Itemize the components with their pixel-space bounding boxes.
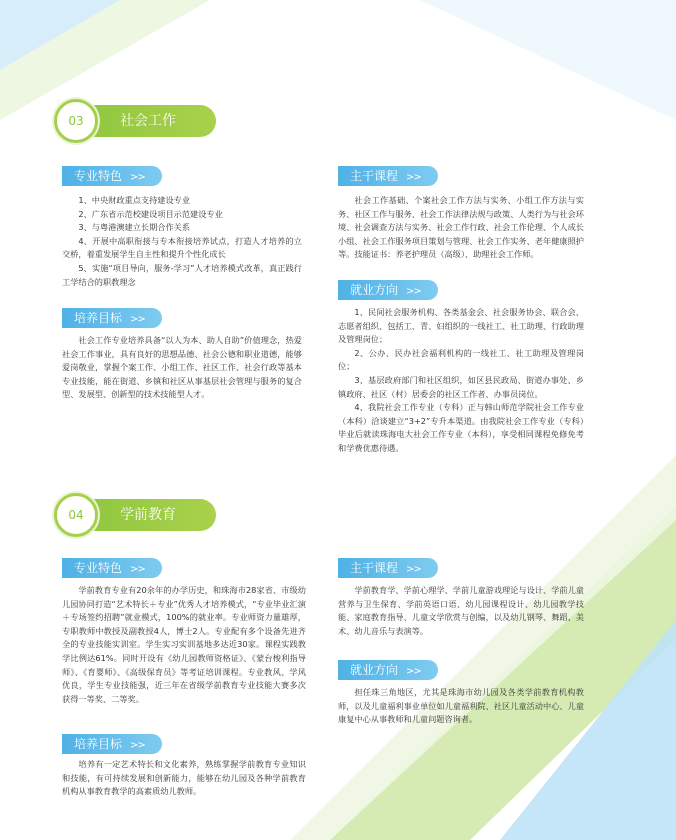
goal-label: [62, 308, 162, 328]
list-item: 4、开展中高职衔接与专本衔接培养试点，打造人才培养的立交桥，着重发展学生自主性和提升个性化成长: [62, 235, 302, 260]
career-label: [338, 660, 438, 680]
courses-text: [338, 194, 584, 262]
tag-text: 培养目标: [74, 737, 123, 751]
list-item: 4、我院社会工作专业（专科）正与韩山师范学院社会工作专业（本科）洽谈建立“3+2”专升本渠道。由我院社会工作专业（专科）毕业后就读珠海电大社会工作专业（本科），享受相同课程免修免考和学费优惠待遇。: [338, 402, 584, 453]
courses-text: [338, 584, 584, 638]
paragraph: 社会工作专业培养具备“以人为本、助人自助”价值理念，热爱社会工作事业，具有良好的思想品德、社会公德和职业道德，能够爱岗敬业，掌握个案工作、小组工作、社区工作、社会行政等基本专业技能，能在街道、乡镇和社区从事基层社会管理与服务的复合型、发展型、创新型的技术技能型人才。: [62, 335, 302, 400]
list-item: 3、与粤港澳建立长期合作关系: [78, 222, 191, 233]
double-chevron-icon: >>: [406, 172, 421, 183]
section-header-preschool: [54, 495, 216, 535]
list-item: 2、公办、民办社会福利机构的一线社工、社工助理及管理岗位；: [338, 347, 584, 372]
tag-text: 就业方向: [350, 663, 399, 677]
paragraph: 担任珠三角地区，尤其是珠海市幼儿园及各类学前教育机构教师，以及儿童福利事业单位如儿童福利院、社区儿童活动中心、儿童康复中心从事教师和儿童问题咨询者。: [338, 687, 584, 725]
double-chevron-icon: >>: [130, 172, 145, 183]
section-title: 学前教育: [76, 499, 216, 531]
career-list: [338, 306, 584, 456]
goal-text: [62, 334, 302, 402]
section-number: 04: [54, 493, 98, 537]
paragraph: 社会工作基础、个案社会工作方法与实务、小组工作方法与实务、社区工作与服务、社会工作法律法规与政策、人类行为与社会环境、社会调查方法与实务、社会工作行政、社会工作伦理、个人成长小组、社会工作服务项目策划与管理、社会工作实务、老年健康照护等。技能证书：养老护理员（高级）、助理社会工作师。: [338, 195, 584, 260]
courses-label: [338, 166, 438, 186]
list-item: 5、实施“项目导向，服务-学习”人才培养模式改革，真正践行工学结合的职教理念: [62, 262, 302, 287]
courses-label: [338, 558, 438, 578]
tag-text: 专业特色: [74, 561, 123, 575]
double-chevron-icon: >>: [130, 314, 145, 325]
list-item: 2、广东省示范校建设项目示范建设专业: [78, 208, 223, 219]
section-header-social-work: [54, 101, 216, 141]
features-label: [62, 558, 162, 578]
double-chevron-icon: >>: [130, 564, 145, 575]
goal-text: [62, 758, 306, 799]
section-title: 社会工作: [76, 105, 216, 137]
tag-text: 就业方向: [350, 283, 399, 297]
list-item: 1、中央财政重点支持建设专业: [78, 195, 191, 205]
career-label: [338, 280, 438, 300]
double-chevron-icon: >>: [406, 564, 421, 575]
goal-label: [62, 734, 162, 754]
features-text: [62, 584, 306, 706]
list-item: 3、基层政府部门和社区组织，如区县民政局、街道办事处、乡镇政府、社区（村）居委会的社区工作者、办事员岗位。: [338, 374, 584, 399]
tag-text: 培养目标: [74, 311, 123, 325]
features-list: [62, 194, 302, 289]
list-item: 1、民间社会服务机构、各类基金会、社会服务协会、联合会、志愿者组织、包括工、青、妇组织的一线社工、社工助理、行政助理及管理岗位；: [338, 307, 584, 345]
career-text: [338, 686, 584, 727]
paragraph: 培养有一定艺术特长和文化素养，熟练掌握学前教育专业知识和技能，有可持续发展和创新能力，能够在幼儿园及各种学前教育机构从事教育教学的高素质幼儿教师。: [62, 759, 306, 797]
tag-text: 专业特色: [74, 169, 123, 183]
tag-text: 主干课程: [350, 561, 399, 575]
double-chevron-icon: >>: [406, 286, 421, 297]
section-number: 03: [54, 99, 98, 143]
tag-text: 主干课程: [350, 169, 399, 183]
features-label: [62, 166, 162, 186]
paragraph: 学前教育专业有20余年的办学历史，和珠海市28家省、市级幼儿园协同打造“艺术特长＋专业”优秀人才培养模式，“专业毕业汇演＋专场签约招聘”就业模式，100%的就业率。专业师资力量雄厚，专职教师中教授及副教授4人，博士2人。专业配有多个设备先进齐全的专业技能实训室。学生实习实训基地多达近30家。课程实践教学比例达61%。同时开设有《幼儿园教师资格证》、《蒙台梭利指导师》、《育婴师》、《高级保育员》等考证培训课程。专业教风、学风优良，学生专业技能强，近三年在省级学前教育专业技能大赛多次获得一等奖、二等奖。: [62, 585, 306, 704]
paragraph: 学前教育学、学前心理学、学前儿童游戏理论与设计、学前儿童营养与卫生保育、学前英语口语、幼儿园课程设计、幼儿园教学技能、家庭教育指导、儿童文学欣赏与创编，以及幼儿钢琴、舞蹈、美术、幼儿音乐与表演等。: [338, 585, 584, 636]
double-chevron-icon: >>: [130, 740, 145, 751]
double-chevron-icon: >>: [406, 666, 421, 677]
